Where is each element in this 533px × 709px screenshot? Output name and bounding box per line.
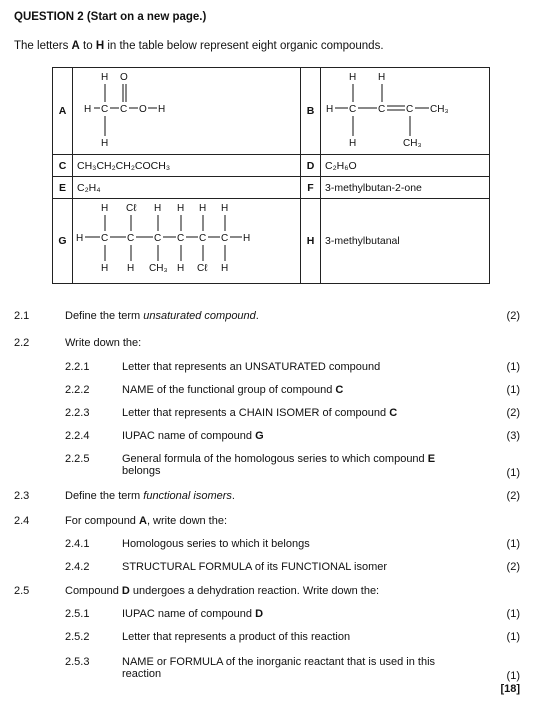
q-number: 2.4.1 (65, 538, 90, 550)
q-number: 2.2.4 (65, 430, 90, 442)
q-number: 2.5 (14, 585, 30, 597)
table-row (53, 199, 490, 284)
svg-text:Cℓ: Cℓ (126, 203, 137, 214)
question-heading: QUESTION 2 (Start on a new page.) (14, 11, 207, 23)
svg-text:H: H (76, 233, 84, 244)
svg-text:H: H (349, 138, 357, 149)
mark: (1) (506, 384, 520, 396)
q-number: 2.2.2 (65, 384, 90, 396)
svg-text:H: H (378, 72, 386, 83)
intro-mid: to (79, 40, 96, 52)
svg-text:H: H (221, 203, 229, 214)
svg-text:H: H (101, 72, 109, 83)
svg-text:H: H (101, 138, 109, 149)
q-number: 2.5.2 (65, 631, 90, 643)
svg-text:C: C (406, 104, 414, 115)
label-b: B (301, 68, 321, 155)
mark: (2) (506, 490, 520, 502)
mark: (1) (506, 361, 520, 373)
question-text: Homologous series to which it belongs (122, 538, 310, 550)
value-h: 3-methylbutanal (321, 199, 490, 284)
value-e: C₂H₄ (73, 177, 301, 199)
svg-text:H: H (101, 203, 109, 214)
svg-text:C: C (349, 104, 357, 115)
svg-text:CH₃: CH₃ (403, 138, 422, 149)
svg-text:C: C (199, 233, 207, 244)
svg-text:H: H (101, 263, 109, 274)
q-number: 2.1 (14, 310, 30, 322)
q-number: 2.3 (14, 490, 30, 502)
intro-letter-h: H (95, 40, 105, 52)
q-number: 2.4 (14, 515, 30, 527)
svg-text:C: C (221, 233, 229, 244)
svg-text:H: H (84, 104, 92, 115)
svg-text:H: H (199, 203, 207, 214)
label-g: G (53, 199, 73, 284)
q-number: 2.2 (14, 337, 30, 349)
table-row (53, 155, 490, 177)
value-c: CH₃CH₂CH₂COCH₃ (73, 155, 301, 177)
question-text: Letter that represents a product of this reaction (122, 631, 351, 643)
svg-text:C: C (101, 233, 109, 244)
svg-text:H: H (243, 233, 251, 244)
q-number: 2.4.2 (65, 561, 90, 573)
svg-text:H: H (154, 203, 162, 214)
question-text: Compound D undergoes a dehydration reaction. Write down the: (65, 585, 380, 597)
mark: (1) (506, 538, 520, 550)
structure-g-diagram (73, 199, 299, 283)
svg-text:CH₃: CH₃ (149, 263, 168, 274)
svg-text:O: O (120, 72, 128, 83)
svg-text:C: C (120, 104, 128, 115)
svg-text:CH₃: CH₃ (430, 104, 449, 115)
question-text: Define the term unsaturated compound. (65, 310, 259, 322)
mark: (2) (506, 407, 520, 419)
svg-text:H: H (127, 263, 135, 274)
label-c: C (53, 155, 73, 177)
mark: (2) (506, 310, 520, 322)
label-f: F (301, 177, 321, 199)
question-text: Define the term functional isomers. (65, 490, 235, 502)
label-d: D (301, 155, 321, 177)
svg-text:O: O (139, 104, 147, 115)
structure-a-diagram (73, 68, 299, 154)
svg-text:C: C (177, 233, 185, 244)
total-marks: [18] (500, 683, 520, 695)
structure-g (73, 199, 301, 284)
svg-text:H: H (221, 263, 229, 274)
mark: (1) (506, 670, 520, 682)
question-text: NAME of the functional group of compound C (122, 384, 344, 396)
value-f: 3-methylbutan-2-one (321, 177, 490, 199)
label-a: A (53, 68, 73, 155)
table-row (53, 177, 490, 199)
question-text: Letter that represents an UNSATURATED compound (122, 361, 381, 373)
mark: (3) (506, 430, 520, 442)
svg-text:C: C (154, 233, 162, 244)
mark: (1) (506, 467, 520, 479)
question-text: IUPAC name of compound G (122, 430, 264, 442)
question-text: Letter that represents a CHAIN ISOMER of compound C (122, 407, 398, 419)
label-h: H (301, 199, 321, 284)
question-text: For compound A, write down the: (65, 515, 228, 527)
svg-text:Cℓ: Cℓ (197, 263, 208, 274)
svg-text:H: H (158, 104, 166, 115)
q-number: 2.2.1 (65, 361, 90, 373)
q-number: 2.5.1 (65, 608, 90, 620)
svg-text:C: C (101, 104, 109, 115)
compounds-table (52, 67, 490, 284)
structure-a (73, 68, 301, 155)
q-number: 2.2.3 (65, 407, 90, 419)
mark: (2) (506, 561, 520, 573)
value-d: C₂H₆O (321, 155, 490, 177)
svg-text:H: H (349, 72, 357, 83)
question-text: Write down the: (65, 337, 142, 349)
question-text: IUPAC name of compound D (122, 608, 264, 620)
question-text: NAME or FORMULA of the inorganic reactant that is used in this reaction (122, 656, 436, 680)
mark: (1) (506, 631, 520, 643)
intro-before: The letters (14, 40, 72, 52)
svg-text:H: H (326, 104, 334, 115)
question-text: STRUCTURAL FORMULA of its FUNCTIONAL isomer (122, 561, 388, 573)
table-row (53, 68, 490, 155)
mark: (1) (506, 608, 520, 620)
svg-text:H: H (177, 203, 185, 214)
structure-b (321, 68, 490, 155)
structure-b-diagram (321, 68, 489, 154)
svg-text:C: C (378, 104, 386, 115)
svg-text:H: H (177, 263, 185, 274)
intro-letter-a: A (71, 40, 80, 52)
q-number: 2.5.3 (65, 656, 90, 668)
q-number: 2.2.5 (65, 453, 90, 465)
intro-text (14, 40, 384, 52)
svg-text:C: C (127, 233, 135, 244)
question-text: General formula of the homologous series to which compound E belongs (122, 453, 436, 477)
intro-after: in the table below represent eight organic compounds. (104, 40, 384, 52)
label-e: E (53, 177, 73, 199)
